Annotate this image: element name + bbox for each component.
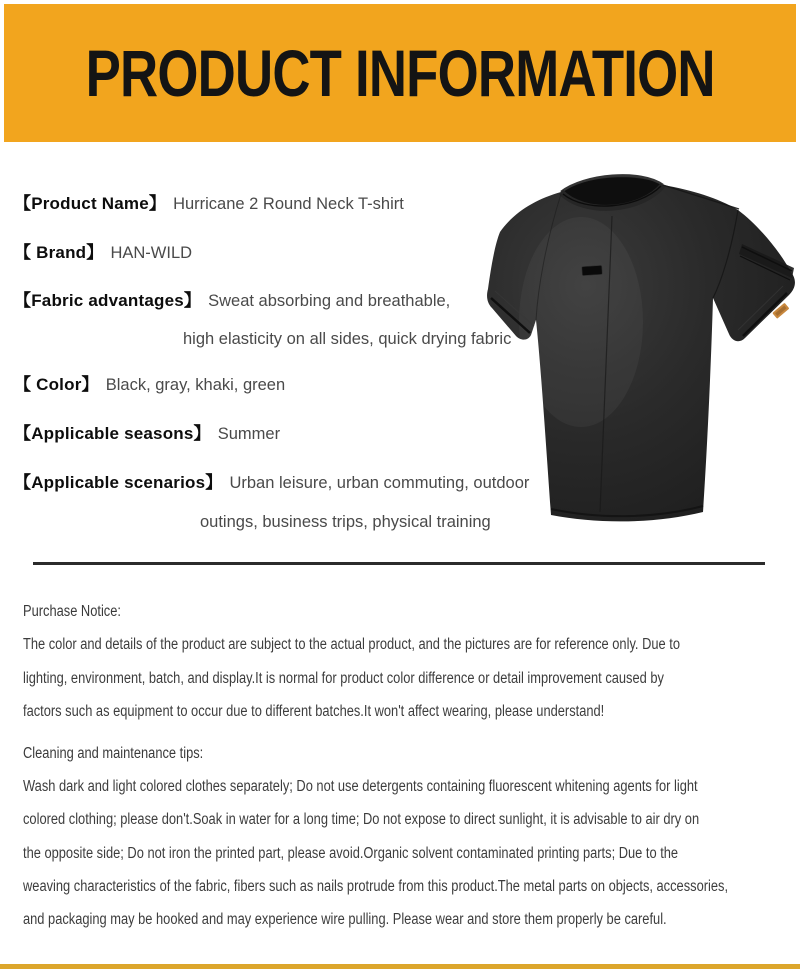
spec-row-product-name: [14, 189, 404, 214]
spec-value: Hurricane 2 Round Neck T-shirt: [173, 195, 404, 213]
notice-line: the opposite side; Do not iron the printed part, please avoid.Organic solvent contaminated printing parts; Due to the: [23, 845, 679, 862]
notice-line: The color and details of the product are subject to the actual product, and the pictures are for reference only. Due to: [23, 636, 680, 653]
spec-value-continued: outings, business trips, physical training: [200, 513, 491, 531]
notice-line: lighting, environment, batch, and display.It is normal for product color difference or detail improvement caused by: [23, 670, 664, 687]
spec-label: 【Applicable seasons】: [14, 424, 211, 443]
spec-row-scenarios: [14, 468, 529, 493]
product-image: [486, 172, 800, 532]
spec-row-fabric: [14, 286, 450, 311]
notice-line: weaving characteristics of the fabric, fibers such as nails protrude from this product.The metal parts on objects, accessories,: [23, 878, 729, 895]
notice-line: colored clothing; please don't.Soak in water for a long time; Do not expose to direct sunlight, it is advisable to air dry on: [23, 811, 700, 828]
tshirt-graphic: [486, 172, 800, 532]
spec-value: Sweat absorbing and breathable,: [208, 292, 451, 310]
spec-value: Black, gray, khaki, green: [105, 376, 286, 394]
spec-label: 【 Color】: [14, 375, 99, 394]
notice-line: Wash dark and light colored clothes separately; Do not use detergents containing fluorescent whitening agents for light: [23, 778, 698, 795]
section-divider: [33, 562, 765, 565]
notice-line: and packaging may be hooked and may experience wire pulling. Please wear and store them properly be careful.: [23, 911, 667, 928]
spec-value: HAN-WILD: [110, 244, 193, 262]
spec-row-seasons: [14, 419, 280, 444]
spec-label: 【Applicable scenarios】: [14, 473, 223, 492]
spec-value: Urban leisure, urban commuting, outdoor: [229, 474, 530, 492]
spec-row-brand: [14, 238, 192, 263]
purchase-notice-title: Purchase Notice:: [23, 603, 121, 620]
spec-row-color: [14, 370, 285, 395]
spec-value-continued: high elasticity on all sides, quick drying fabric: [183, 330, 512, 348]
spec-label: 【 Brand】: [14, 243, 104, 262]
spec-value: Summer: [217, 425, 281, 443]
chest-logo: [582, 265, 603, 275]
spec-label: 【Fabric advantages】: [14, 291, 202, 310]
notice-line: factors such as equipment to occur due to different batches.It won't affect wearing, please understand!: [23, 703, 605, 720]
header-banner: [4, 4, 796, 142]
cleaning-tips-title: Cleaning and maintenance tips:: [23, 745, 204, 762]
page-title: PRODUCT INFORMATION: [85, 36, 715, 110]
footer-accent-bar: [0, 964, 800, 969]
spec-label: 【Product Name】: [14, 194, 167, 213]
